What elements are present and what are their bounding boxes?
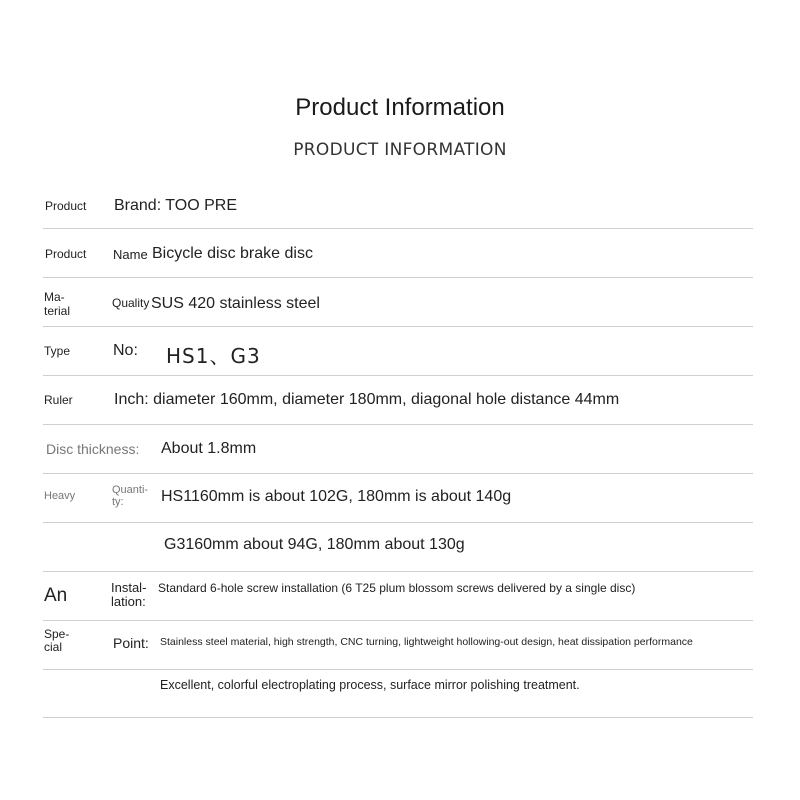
row-value-disc-thickness: About 1.8mm xyxy=(161,440,257,457)
page-title: Product Information xyxy=(295,94,505,121)
row-key-number: No: xyxy=(113,342,138,359)
row-key-installation: Instal- lation: xyxy=(111,580,147,609)
row-value-special-point: Stainless steel material, high strength, CNC turning, lightweight hollowing-out design, heat dissipation performance xyxy=(160,636,693,648)
row-divider xyxy=(43,228,753,229)
row-divider xyxy=(43,326,753,327)
row-divider xyxy=(43,473,753,474)
row-label-product: Product xyxy=(45,199,87,213)
row-value-type-number: HS1、G3 xyxy=(166,344,261,368)
row-value-ruler: Inch: diameter 160mm, diameter 180mm, diagonal hole distance 44mm xyxy=(114,391,620,408)
row-divider xyxy=(43,571,753,572)
row-key-quality: Quality xyxy=(112,296,150,310)
row-divider xyxy=(43,522,753,523)
row-divider xyxy=(43,424,753,425)
row-divider xyxy=(43,277,753,278)
row-value-product-name: Bicycle disc brake disc xyxy=(152,245,313,262)
page-subtitle: PRODUCT INFORMATION xyxy=(293,140,507,160)
row-value-brand: Brand: TOO PRE xyxy=(114,197,238,214)
row-divider xyxy=(43,717,753,718)
row-label-heavy: Heavy xyxy=(44,490,76,502)
row-divider xyxy=(43,375,753,376)
row-key-name: Name xyxy=(113,247,148,262)
row-label-disc-thickness: Disc thickness: xyxy=(46,441,140,457)
row-value-g3-weight: G3160mm about 94G, 180mm about 130g xyxy=(164,536,465,553)
row-key-quantity: Quanti- ty: xyxy=(112,484,149,508)
row-label-special: Spe- cial xyxy=(44,627,70,654)
row-value-special-point-continued: Excellent, colorful electroplating process, surface mirror polishing treatment. xyxy=(160,678,580,692)
row-label-material: Ma- terial xyxy=(44,290,71,318)
row-divider xyxy=(43,669,753,670)
row-value-material: SUS 420 stainless steel xyxy=(151,295,320,312)
row-key-point: Point: xyxy=(113,635,149,651)
row-value-hs1-weight: HS1160mm is about 102G, 180mm is about 140g xyxy=(161,488,512,505)
row-label-type: Type xyxy=(44,344,71,358)
row-divider xyxy=(43,620,753,621)
row-label-installation: An xyxy=(44,585,68,606)
row-label-product-name: Product xyxy=(45,247,87,261)
row-label-ruler: Ruler xyxy=(44,393,73,407)
row-value-installation: Standard 6-hole screw installation (6 T25 plum blossom screws delivered by a single disc) xyxy=(158,581,636,595)
